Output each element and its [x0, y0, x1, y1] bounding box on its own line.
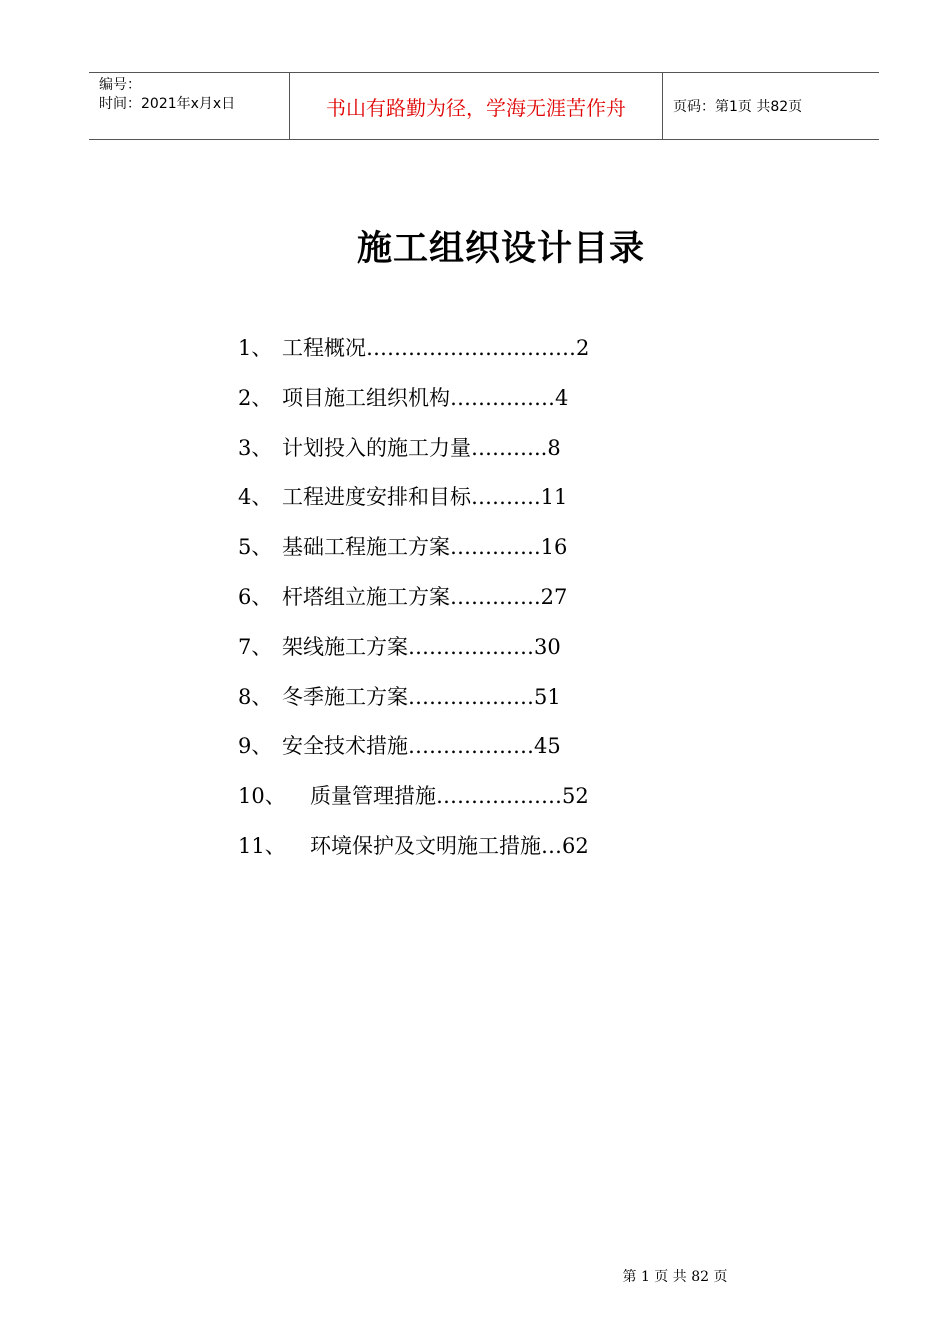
toc-item-text: 基础工程施工方案………….16 [282, 535, 568, 560]
toc-item[interactable] [238, 582, 589, 632]
page-header [89, 72, 879, 140]
toc-item-number: 7、 [238, 634, 273, 659]
toc-item-number: 8、 [238, 684, 273, 709]
toc-item-number: 11、 [238, 833, 286, 858]
motto-text: 书山有路勤为径，学海无涯苦作舟 [326, 96, 626, 120]
toc-item-text: 工程进度安排和目标……….11 [282, 485, 568, 510]
header-right-cell [663, 73, 879, 139]
toc-item[interactable] [238, 781, 589, 831]
serial-number-label: 编号： [99, 77, 141, 93]
header-middle-cell [290, 73, 663, 139]
page-number-info: 页码：第1页 共82页 [673, 99, 803, 115]
toc-item-number: 3、 [238, 435, 273, 460]
toc-item-number: 6、 [238, 584, 273, 609]
header-left-cell [89, 73, 290, 139]
toc-item-text: 项目施工组织机构……………4 [282, 385, 569, 410]
toc-item-text: 架线施工方案………………30 [282, 634, 561, 659]
toc-item[interactable] [238, 383, 589, 433]
toc-item-number: 4、 [238, 485, 273, 510]
toc-item[interactable] [238, 433, 589, 483]
toc-item-text: 安全技术措施………………45 [282, 734, 561, 759]
toc-item-text: 质量管理措施………………52 [310, 784, 589, 809]
toc-item-text: 计划投入的施工力量………..8 [282, 435, 561, 460]
toc-item[interactable] [238, 682, 589, 732]
toc-item-number: 9、 [238, 734, 273, 759]
toc-item[interactable] [238, 532, 589, 582]
toc-item-number: 10、 [238, 784, 286, 809]
toc-item-text: 环境保护及文明施工措施…62 [310, 833, 589, 858]
toc-item-number: 5、 [238, 535, 273, 560]
toc-item[interactable] [238, 632, 589, 682]
toc-item-number: 2、 [238, 385, 273, 410]
time-label: 时间：2021年x月x日 [99, 96, 236, 112]
toc-item[interactable] [238, 731, 589, 781]
toc-item-text: 冬季施工方案………………51 [282, 684, 561, 709]
table-of-contents [238, 333, 589, 881]
toc-item-number: 1、 [238, 336, 273, 360]
page-footer: 第 1 页 共 82 页 [622, 1269, 728, 1285]
toc-item[interactable] [238, 831, 589, 881]
toc-item-text: 杆塔组立施工方案………….27 [282, 584, 568, 609]
document-title: 施工组织设计目录 [356, 229, 645, 269]
toc-item-text: 工程概况…………………………2 [282, 336, 590, 360]
toc-item[interactable] [238, 333, 589, 383]
toc-item[interactable] [238, 482, 589, 532]
